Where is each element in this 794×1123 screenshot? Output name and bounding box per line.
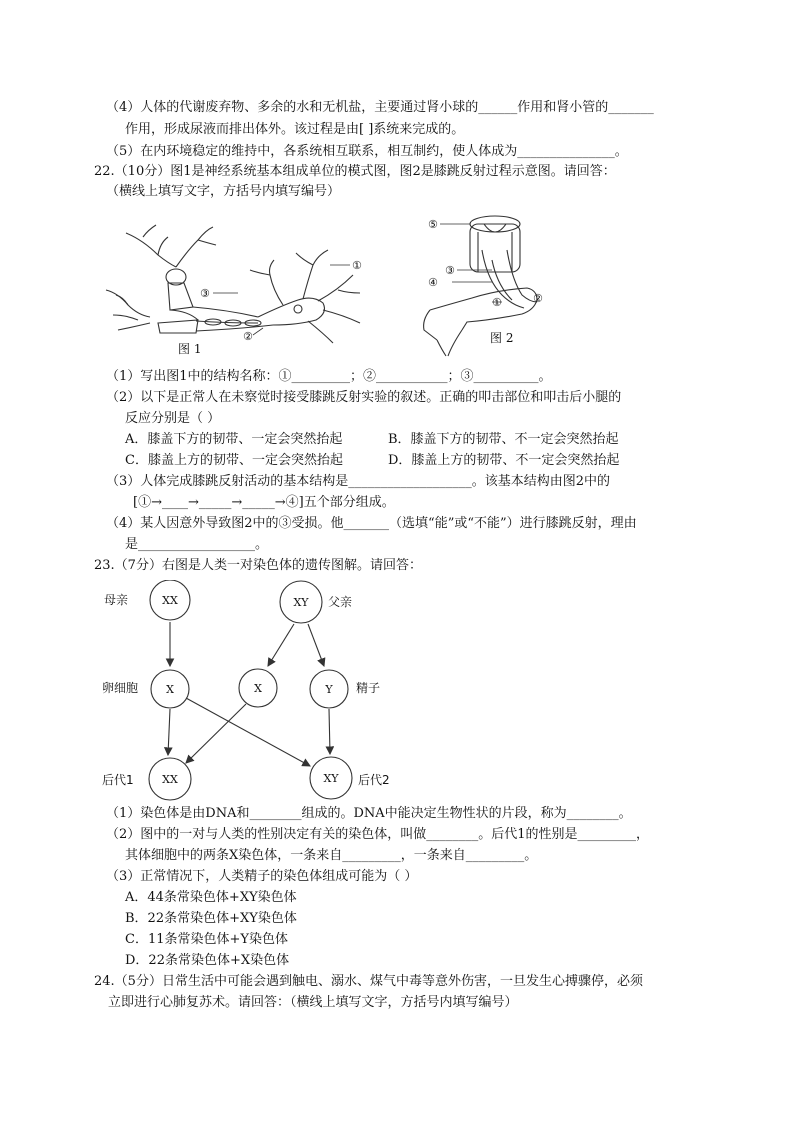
offspring2-label: 后代2 [358,773,390,787]
q22-2-line2: 反应分别是（ ） [125,411,221,426]
fig2-label-2: ② [533,292,543,305]
q23-3-option-a: A．44条常染色体+XY染色体 [125,890,297,905]
q21-4-line1: （4）人体的代谢废弃物、多余的水和无机盐，主要通过肾小球的______作用和肾小管的_______ [106,100,654,115]
q21-5-line: （5）在内环境稳定的维持中，各系统相互联系，相互制约，使人体成为_______________。 [106,144,628,159]
fig2-label-5: ⑤ [428,218,438,231]
q22-2-option-b: B．膝盖下方的韧带、不一定会突然抬起 [388,432,619,447]
q23-1-line: （1）染色体是由DNA和________组成的。DNA中能决定生物性状的片段，称为________。 [106,806,632,821]
q23-heading: 23.（7分）右图是人类一对染色体的遗传图解。请回答： [94,558,422,573]
egg-genotype: X [166,683,174,696]
q23-2-line2: 其体细胞中的两条X染色体，一条来自_________，一条来自_________。 [125,848,538,863]
father-genotype: XY [293,596,309,609]
q22-1-line: （1）写出图1中的结构名称：①_________；②___________；③__________。 [106,369,552,384]
q22-heading: 22.（10分）图1是神经系统基本组成单位的模式图，图2是膝跳反射过程示意图。请回答： [94,164,616,179]
q22-2-line1: （2）以下是正常人在未察觉时接受膝跳反射实验的叙述。正确的叩击部位和叩击后小腿的 [106,390,622,405]
egg-label: 卵细胞 [102,681,139,695]
fig2-label-4: ④ [428,276,438,289]
figure1-neuron-diagram [98,215,378,365]
q22-2-option-c: C．膝盖上方的韧带、一定会突然抬起 [125,453,343,468]
q22-2-option-a: A．膝盖下方的韧带、一定会突然抬起 [125,432,343,447]
q23-3-line: （3）正常情况下，人类精子的染色体组成可能为（ ） [106,869,418,884]
fig2-label-3: ③ [445,264,455,277]
fig2-label-1: ① [492,296,502,309]
sperm-label: 精子 [356,681,381,695]
q22-4-line1: （4）某人因意外导致图2中的③受损。他_______（选填“能”或“不能”）进行膝跳反射，理由 [106,516,637,531]
q22-4-line2: 是__________________。 [125,537,269,552]
q22-3-line1: （3）人体完成膝跳反射活动的基本结构是___________________。该基本结构由图2中的 [106,474,611,489]
q21-4-line2: 作用，形成尿液而排出体外。该过程是由[ ]系统来完成的。 [125,122,465,137]
q23-3-option-c: C．11条常染色体+Y染色体 [125,932,288,947]
q22-instructions: （横线上填写文字，方括号内填写编号） [106,184,341,199]
offspring1-genotype: XX [162,773,178,786]
fig1-label-2: ② [243,330,253,343]
sperm-y-genotype: Y [325,683,333,696]
sperm-x-genotype: X [254,682,262,695]
father-label: 父亲 [328,595,353,609]
q22-3-line2: [①→____→_____→_____→④]五个部分组成。 [133,495,395,510]
q24-heading: 24.（5分）日常生活中可能会遇到触电、溺水、煤气中毒等意外伤害，一旦发生心搏骤停，必须 [94,974,643,989]
fig1-label-1: ① [352,259,362,272]
offspring2-genotype: XY [323,772,339,785]
q23-3-option-d: D．22条常染色体+X染色体 [125,953,290,968]
fig1-caption: 图 1 [178,342,202,356]
q23-3-option-b: B．22条常染色体+XY染色体 [125,911,297,926]
mother-label: 母亲 [104,593,129,607]
q23-2-line1: （2）图中的一对与人类的性别决定有关的染色体，叫做________。后代1的性别是_________， [106,827,650,842]
mother-genotype: XX [162,594,178,607]
fig1-label-3: ③ [200,287,210,300]
offspring1-label: 后代1 [102,773,134,787]
figure-chromosome-inheritance-diagram [96,580,416,802]
q24-instructions: 立即进行心肺复苏术。请回答：（横线上填写文字，方括号内填写编号） [108,995,518,1010]
figure2-knee-reflex-diagram [412,210,562,360]
q22-2-option-d: D．膝盖上方的韧带、不一定会突然抬起 [388,453,620,468]
fig2-caption: 图 2 [490,331,514,345]
